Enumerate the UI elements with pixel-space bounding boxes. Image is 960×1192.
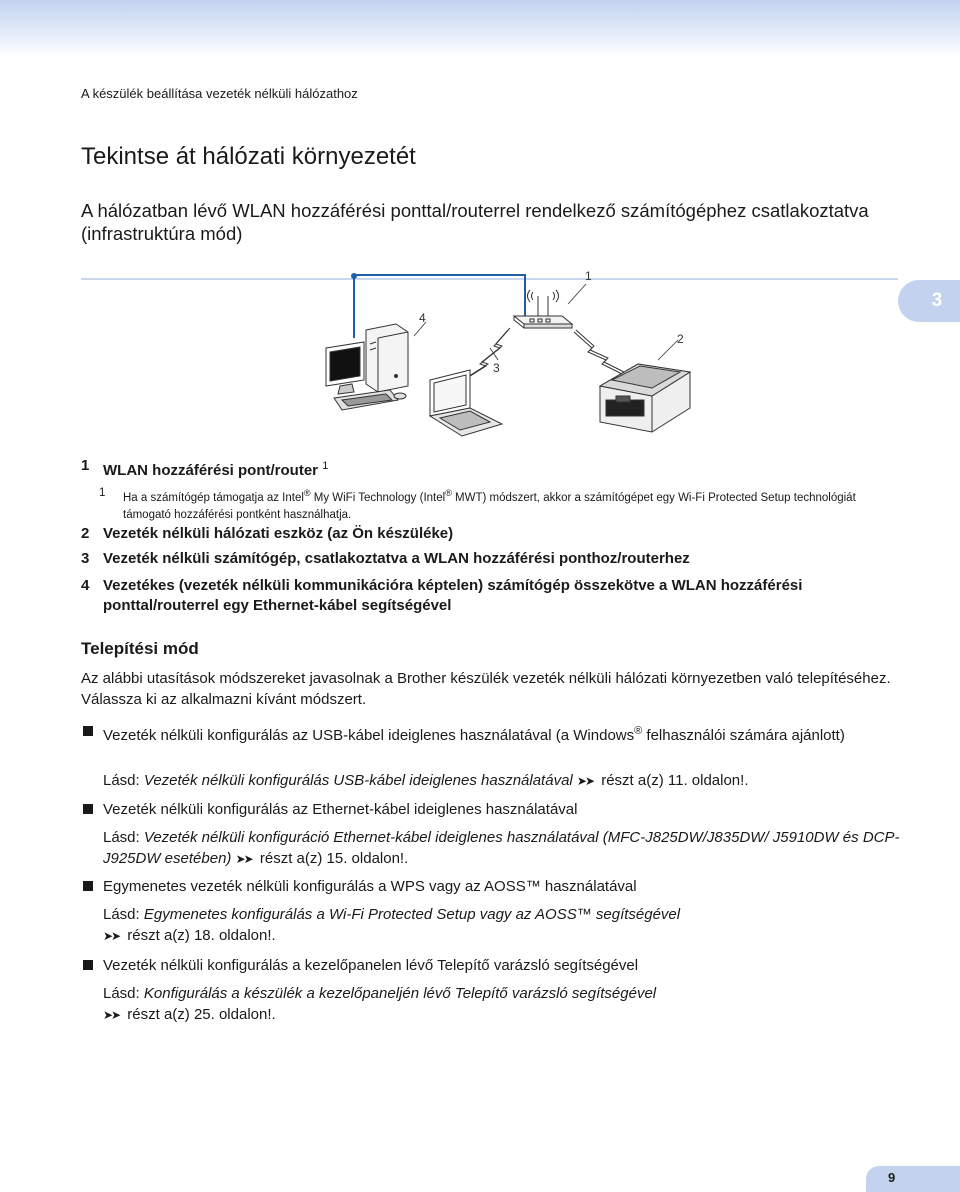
method-text: Vezeték nélküli konfigurálás az Ethernet-kábel ideiglenes használatával <box>103 801 578 818</box>
method-text-b: felhasználói számára ajánlott) <box>642 727 845 744</box>
footnote-text-c: MWT) módszert, akkor a számítógépet egy Wi-Fi Protected Setup technológiát támogató hozzáférési pontként használhatja. <box>123 491 856 521</box>
desktop-computer-icon <box>326 324 408 410</box>
legend-text: Vezetékes (vezeték nélküli kommunikációra képtelen) számítógép összekötve a WLAN hozzáférési ponttal/routerrel egy Ethernet-kábel segítségével <box>103 577 803 614</box>
ref-prefix: Lásd: <box>103 829 144 846</box>
ref-link[interactable]: Vezeték nélküli konfigurálás USB-kábel ideiglenes használatával <box>143 772 573 789</box>
double-arrow-icon: ➤➤ <box>103 1008 120 1022</box>
method-1-reference <box>103 770 903 792</box>
legend-number: 2 <box>81 525 90 542</box>
footnote-number: 1 <box>99 487 106 499</box>
method-3-reference <box>103 904 903 947</box>
ref-link[interactable]: Konfigurálás a készülék a kezelőpaneljén lévő Telepítő varázsló segítségével <box>143 985 657 1002</box>
section-heading: Telepítési mód <box>81 639 199 658</box>
ref-suffix: részt a(z) 18. oldalon!. <box>123 927 276 944</box>
callout-4: 4 <box>419 311 426 325</box>
ref-prefix: Lásd: <box>103 985 144 1002</box>
page-title: Tekintse át hálózati környezetét <box>81 143 416 170</box>
callout-2: 2 <box>677 332 684 346</box>
legend-text: Vezeték nélküli számítógép, csatlakoztatva a WLAN hozzáférési ponthoz/routerhez <box>103 550 690 567</box>
method-text: Vezeték nélküli konfigurálás a kezelőpanelen lévő Telepítő varázsló segítségével <box>103 957 639 974</box>
legend-number: 1 <box>81 457 90 474</box>
legend-text: Vezeték nélküli hálózati eszköz (az Ön készüléke) <box>103 525 454 542</box>
page-number: 9 <box>888 1170 896 1185</box>
bullet-square-icon <box>83 881 93 891</box>
bullet-square-icon <box>83 804 93 814</box>
legend-number: 3 <box>81 550 90 567</box>
footnote-text-a: Ha a számítógép támogatja az Intel <box>123 491 304 504</box>
registered-mark: ® <box>445 488 452 498</box>
access-point-icon <box>514 290 572 328</box>
bullet-square-icon <box>83 960 93 970</box>
callout-3: 3 <box>493 361 500 375</box>
chapter-number: 3 <box>931 290 943 311</box>
ref-suffix: részt a(z) 15. oldalon!. <box>255 850 409 867</box>
double-arrow-icon: ➤➤ <box>235 852 252 866</box>
page-number-tab <box>866 1166 960 1192</box>
ref-link[interactable]: Egymenetes konfigurálás a Wi-Fi Protected Setup vagy az AOSS™ segítségével <box>143 906 681 923</box>
footnote-marker: 1 <box>322 460 329 472</box>
footnote-text-b: My WiFi Technology (Intel <box>310 491 446 504</box>
running-header: A készülék beállítása vezeték nélküli hálózathoz <box>81 86 358 101</box>
method-2-reference <box>103 827 903 870</box>
ref-suffix: részt a(z) 11. oldalon!. <box>597 772 749 789</box>
double-arrow-icon: ➤➤ <box>103 929 120 943</box>
registered-mark: ® <box>634 725 643 737</box>
ref-prefix: Lásd: <box>103 906 144 923</box>
double-arrow-icon: ➤➤ <box>576 774 594 788</box>
laptop-icon <box>430 370 502 436</box>
header-band <box>0 0 960 58</box>
section-subtitle: A hálózatban lévő WLAN hozzáférési ponttal/routerrel rendelkező számítógéphez csatlakoztatva (infrastruktúra mód) <box>81 200 869 244</box>
printer-icon <box>600 364 690 432</box>
bullet-square-icon <box>83 726 93 736</box>
legend-text: WLAN hozzáférési pont/router <box>103 462 319 479</box>
network-diagram <box>300 268 720 448</box>
method-text-a: Vezeték nélküli konfigurálás az USB-kábel ideiglenes használatával (a Windows <box>103 727 635 744</box>
ref-link[interactable]: Vezeték nélküli konfiguráció Ethernet-kábel ideiglenes használatával (MFC-J825DW/J835DW/ J5910DW és DCP-J925DW esetében) <box>103 829 900 867</box>
callout-1: 1 <box>585 269 592 283</box>
legend-number: 4 <box>81 577 90 594</box>
intro-paragraph: Az alábbi utasítások módszereket javasolnak a Brother készülék vezeték nélküli hálózati környezetben való telepítéséhez. Válassza ki az alkalmazni kívánt módszert. <box>81 670 891 708</box>
registered-mark: ® <box>303 488 311 498</box>
ref-suffix: részt a(z) 25. oldalon!. <box>123 1006 276 1023</box>
chapter-tab <box>898 280 960 322</box>
ref-prefix: Lásd: <box>103 772 144 789</box>
wireless-link-icon <box>464 328 624 380</box>
method-text: Egymenetes vezeték nélküli konfigurálás a WPS vagy az AOSS™ használatával <box>103 878 637 895</box>
method-4-reference <box>103 983 903 1026</box>
